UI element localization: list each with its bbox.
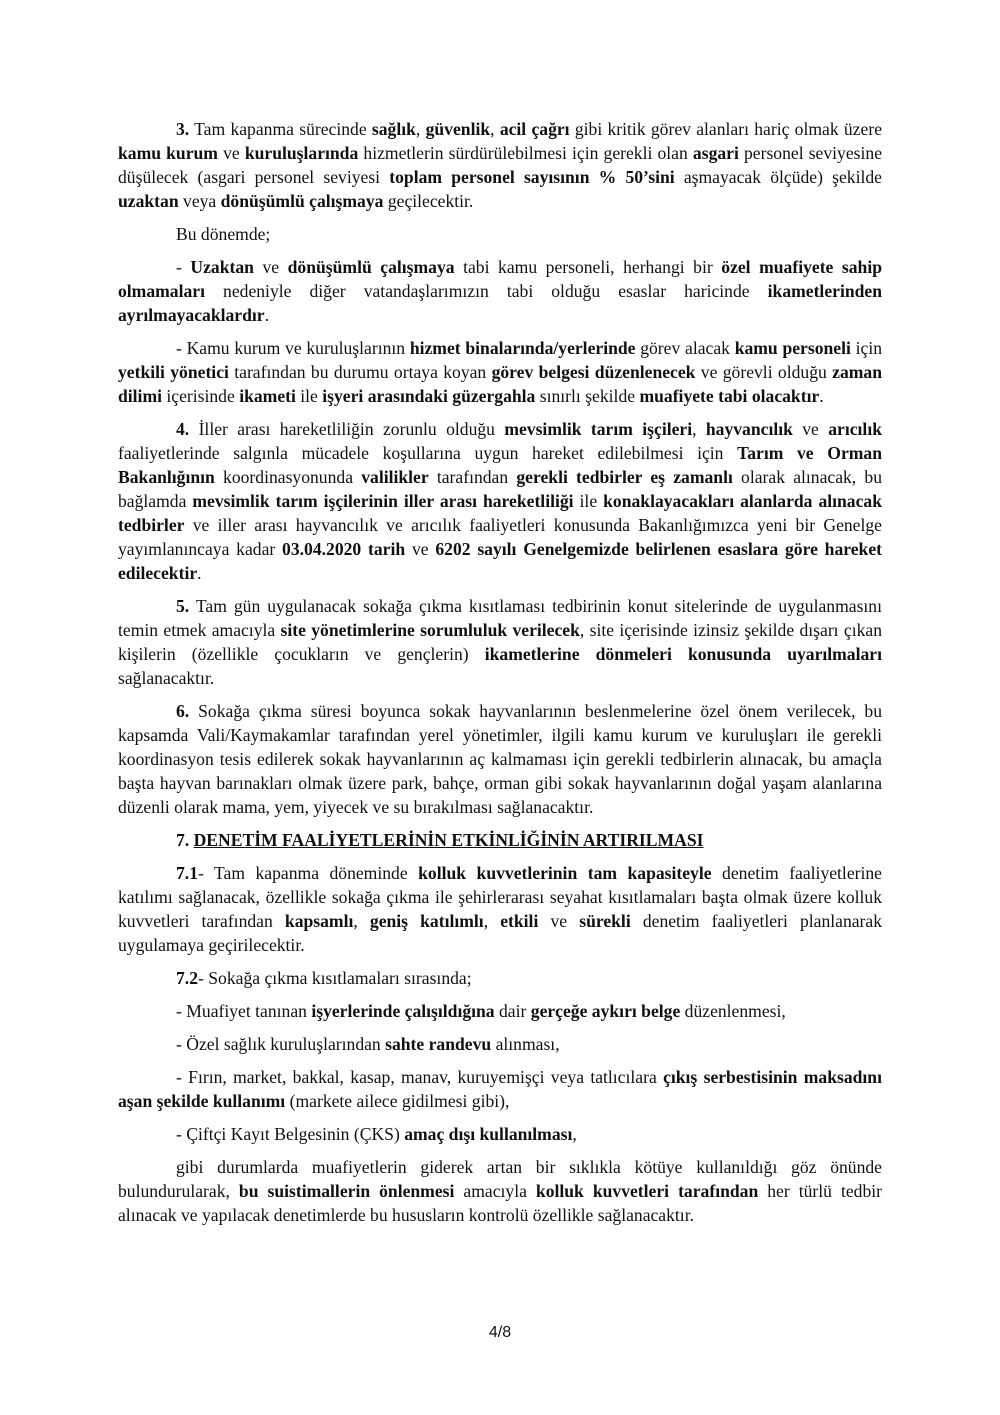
text-run: tarafından bu durumu ortaya koyan	[228, 362, 492, 382]
paragraph	[118, 1065, 882, 1113]
text-run: - Muafiyet tanınan	[176, 1001, 312, 1021]
text-run: - Tam kapanma döneminde	[198, 863, 419, 883]
text-run: sağlanacaktır.	[118, 668, 215, 688]
bold-run: 4.	[176, 419, 190, 439]
body-section-1	[118, 117, 882, 819]
paragraph	[118, 117, 882, 213]
text-run: - Çiftçi Kayıt Belgesinin (ÇKS)	[176, 1124, 405, 1144]
body-section-2	[118, 861, 882, 1227]
bold-run: bu suistimallerin önlenmesi	[238, 1181, 455, 1201]
text-run: ,	[572, 1124, 577, 1144]
bold-run: 7.2	[176, 968, 198, 988]
text-run: .	[264, 305, 269, 325]
paragraph	[118, 999, 882, 1023]
text-run: görev alacak	[635, 338, 735, 358]
bold-run: gerçeğe aykırı belge	[530, 1001, 681, 1021]
section-heading	[118, 828, 882, 852]
text-run: personel seviyesine düşülecek (asgari personel seviyesi	[118, 143, 883, 187]
bold-run: gerekli tedbirler eş zamanlı	[516, 467, 733, 487]
text-run: ve	[217, 143, 245, 163]
bold-run: mevsimlik tarım işçileri	[504, 419, 693, 439]
bold-run: mevsimlik tarım işçilerinin iller arası hareketliliği	[192, 491, 574, 511]
section-heading-number: 7.	[176, 830, 194, 850]
bold-run: 6.	[176, 701, 190, 721]
text-run: faaliyetlerinde salgınla mücadele koşullarına uygun hareket edilebilmesi için	[118, 443, 738, 463]
bold-run: dönüşümlü çalışmaya	[220, 191, 384, 211]
bold-run: 6202 sayılı Genelgemizde belirlenen esaslara göre hareket edilecektir	[118, 539, 883, 583]
bold-run: sürekli	[579, 911, 631, 931]
bold-run: muafiyete tabi olacaktır	[639, 386, 820, 406]
paragraph	[118, 336, 882, 408]
text-run: - Kamu kurum ve kuruluşlarının	[176, 338, 410, 358]
paragraph	[118, 255, 882, 327]
bold-run: kuruluşlarında	[244, 143, 359, 163]
paragraph	[118, 1122, 882, 1146]
text-run: aşmayacak ölçüde) şekilde	[674, 167, 882, 187]
bold-run: işyeri arasındaki güzergahla	[322, 386, 536, 406]
text-run: ve	[792, 419, 829, 439]
bold-run: kamu personeli	[734, 338, 851, 358]
page-number: 4/8	[488, 1324, 512, 1341]
text-run: hizmetlerin sürdürülebilmesi için gerekli olan	[358, 143, 693, 163]
bold-run: 5.	[176, 596, 190, 616]
paragraph	[118, 699, 882, 819]
bold-run: Tarım ve Orman Bakanlığının	[118, 443, 882, 487]
bold-run: toplam personel sayısının % 50’sini	[389, 167, 675, 187]
text-run: .	[197, 563, 202, 583]
text-run: olarak alınacak, bu bağlamda	[118, 467, 883, 511]
paragraph	[118, 417, 882, 585]
text-run: koordinasyonunda	[214, 467, 362, 487]
text-run: tabi kamu personeli, herhangi bir	[454, 257, 722, 277]
text-run: ve iller arası hayvancılık ve arıcılık faaliyetleri konusunda Bakanlığımızca yeni bir Genelge yayımlanıncaya kadar	[118, 515, 882, 559]
text-run: ,	[353, 911, 370, 931]
text-run: ve görevli olduğu	[695, 362, 833, 382]
text-run: ile	[573, 491, 604, 511]
bold-run: uzaktan	[118, 191, 179, 211]
text-run: (markete ailece gidilmesi gibi),	[285, 1091, 510, 1111]
text-run: - Özel sağlık kuruluşlarından	[176, 1034, 386, 1054]
bold-run: hayvancılık	[705, 419, 793, 439]
bold-run: asgari	[692, 143, 739, 163]
bold-run: kamu kurum	[118, 143, 218, 163]
paragraph	[118, 1032, 882, 1056]
bold-run: işyerlerinde çalışıldığına	[311, 1001, 495, 1021]
text-run: Bu dönemde;	[176, 224, 271, 244]
text-run: geçilecektir.	[383, 191, 474, 211]
text-run: nedeniyle diğer vatandaşlarımızın tabi olduğu esaslar haricinde	[204, 281, 768, 301]
bold-run: geniş katılımlı	[369, 911, 484, 931]
text-run: düzenlenmesi,	[680, 1001, 786, 1021]
paragraph	[118, 966, 882, 990]
text-run: gibi kritik görev alanları hariç olmak üzere	[569, 119, 882, 139]
paragraph	[118, 861, 882, 957]
bold-run: 7.1	[176, 863, 198, 883]
text-run: ve	[405, 539, 436, 559]
text-run: Tam kapanma sürecinde	[189, 119, 372, 139]
document-page	[118, 117, 882, 1236]
bold-run: hizmet binalarında/yerlerinde	[409, 338, 636, 358]
bold-run: valilikler	[361, 467, 429, 487]
text-run: .	[819, 386, 824, 406]
bold-run: ikametlerinden ayrılmayacaklardır	[118, 281, 882, 325]
bold-run: özel muafiyete sahip olmamaları	[118, 257, 883, 301]
text-run: ,	[483, 911, 501, 931]
text-run: veya	[178, 191, 221, 211]
bold-run: görev belgesi düzenlenecek	[491, 362, 696, 382]
text-run: ,	[692, 419, 706, 439]
bold-run: ikametlerine dönmeleri konusunda uyarılmaları	[484, 644, 882, 664]
text-run: denetim faaliyetlerine katılımı sağlanacak, özellikle sokağa çıkma ile şehirlerarası seyahat kısıtlamaları başta olmak üzere kolluk kuvvetleri tarafından	[118, 863, 882, 931]
bold-run: dönüşümlü çalışmaya	[287, 257, 455, 277]
text-run: dair	[494, 1001, 531, 1021]
text-run: sınırlı şekilde	[535, 386, 640, 406]
text-run: ve	[538, 911, 580, 931]
bold-run: kolluk kuvvetlerinin tam kapasiteyle	[418, 863, 712, 883]
text-run: İller arası hareketliliğin zorunlu olduğu	[189, 419, 505, 439]
bold-run: kapsamlı	[284, 911, 354, 931]
bold-run: site yönetimlerine sorumluluk verilecek	[280, 620, 580, 640]
bold-run: 3.	[176, 119, 190, 139]
text-run: - Sokağa çıkma kısıtlamaları sırasında;	[198, 968, 472, 988]
text-run: , site içerisinde izinsiz şekilde dışarı çıkan kişilerin (özellikle çocukların ve gençlerin)	[118, 620, 882, 664]
bold-run: konaklayacakları alanlarda alınacak tedbirler	[118, 491, 882, 535]
bold-run: etkili	[500, 911, 539, 931]
text-run: gibi durumlarda muafiyetlerin giderek artan bir sıklıkla kötüye kullanıldığı göz önünde bulundurularak,	[118, 1157, 882, 1201]
text-run: Tam gün uygulanacak sokağa çıkma kısıtlaması tedbirinin konut sitelerinde de uygulanmasını temin etmek amacıyla	[118, 596, 882, 640]
text-run: amacıyla	[454, 1181, 536, 1201]
text-run: içerisinde	[162, 386, 240, 406]
section-heading-title: DENETİM FAALİYETLERİNİN ETKİNLİĞİNİN ARTIRILMASI	[193, 830, 704, 850]
text-run: -	[176, 257, 191, 277]
paragraph	[118, 594, 882, 690]
bold-run: sağlık	[371, 119, 416, 139]
text-run: Sokağa çıkma süresi boyunca sokak hayvanlarının beslenmelerine özel önem verilecek, bu kapsamda Vali/Kaymakamlar tarafından yerel yönetimler, ilgili kamu kurum ve kuruluşları ile gerekli koordinasyon tesis edilerek sokak hayvanlarının aç kalmaması için gerekli tedbirlerin alınacak, bu amaçla başta hayvan barınakları olmak üzere park, bahçe, orman gibi sokak hayvanlarının doğal yaşam alanlarına düzenli olarak mama, yem, yiyecek ve su bırakılması sağlanacaktır.	[118, 701, 882, 817]
text-run: her türlü tedbir alınacak ve yapılacak denetimlerde bu hususların kontrolü özellikle sağlanacaktır.	[118, 1181, 882, 1225]
text-run: - Fırın, market, bakkal, kasap, manav, kuruyemişçi veya tatlıcılara	[176, 1067, 664, 1087]
bold-run: arıcılık	[828, 419, 882, 439]
text-run: ,	[415, 119, 426, 139]
bold-run: zaman dilimi	[118, 362, 882, 406]
bold-run: yetkili yönetici	[118, 362, 229, 382]
bold-run: amaç dışı kullanılması	[404, 1124, 573, 1144]
bold-run: çıkış serbestisinin maksadını aşan şekilde kullanımı	[118, 1067, 882, 1111]
bold-run: Uzaktan	[190, 257, 254, 277]
bold-run: 03.04.2020 tarih	[282, 539, 406, 559]
bold-run: sahte randevu	[385, 1034, 492, 1054]
text-run: ve	[253, 257, 288, 277]
text-run: ile	[295, 386, 323, 406]
bold-run: kolluk kuvvetleri tarafından	[535, 1181, 759, 1201]
bold-run: acil çağrı	[499, 119, 570, 139]
bold-run: güvenlik	[425, 119, 491, 139]
paragraph	[118, 1155, 882, 1227]
text-run: ,	[490, 119, 500, 139]
bold-run: ikameti	[239, 386, 296, 406]
text-run: tarafından	[428, 467, 517, 487]
text-run: için	[850, 338, 882, 358]
text-run: alınması,	[491, 1034, 560, 1054]
paragraph	[118, 222, 882, 246]
text-run: denetim faaliyetleri planlanarak uygulamaya geçirilecektir.	[118, 911, 883, 955]
